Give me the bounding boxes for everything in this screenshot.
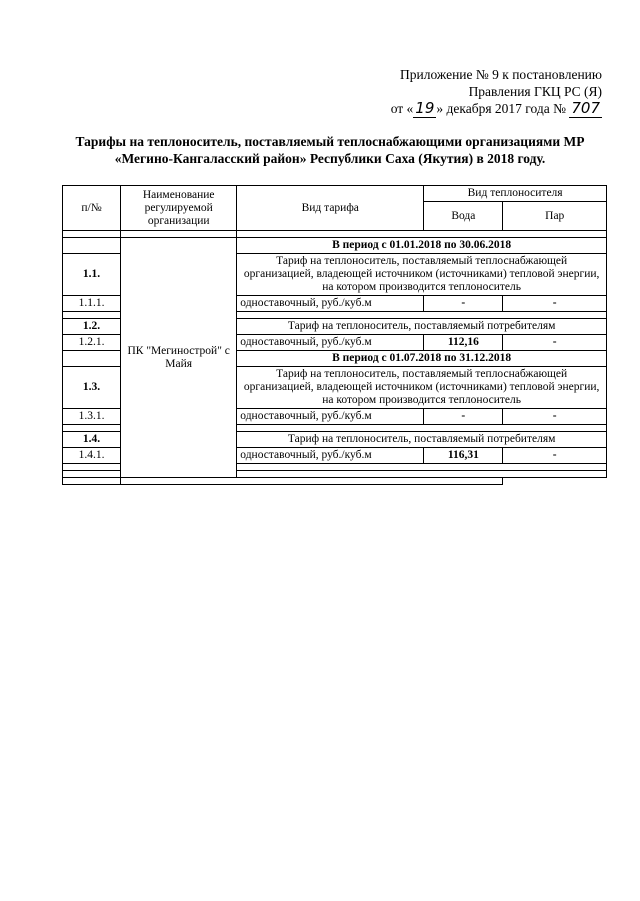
- separator-row: [63, 231, 607, 238]
- row-desc: Тариф на теплоноситель, поставляемый потребителям: [237, 319, 607, 335]
- title-line-1: Тарифы на теплоноситель, поставляемый теплоснабжающими организациями МР: [75, 134, 585, 149]
- document-title: [60, 133, 600, 167]
- title-line-2: «Мегино-Кангаласский район» Республики Саха (Якутия) в 2018 году.: [114, 151, 546, 166]
- header-org: Наименование регулируемой организации: [121, 186, 237, 231]
- period-row-1: [63, 238, 607, 254]
- appendix-header: [391, 66, 602, 118]
- row-desc: Тариф на теплоноситель, поставляемый потребителям: [237, 432, 607, 448]
- row-kind: одноставочный, руб./куб.м: [237, 335, 424, 351]
- row-water: -: [424, 296, 503, 312]
- header-steam: Пар: [503, 202, 607, 231]
- period-2-label: В период с 01.07.2018 по 31.12.2018: [237, 351, 607, 367]
- row-kind: одноставочный, руб./куб.м: [237, 448, 424, 464]
- period-1-label: В период с 01.01.2018 по 30.06.2018: [237, 238, 607, 254]
- row-steam: -: [503, 335, 607, 351]
- handwritten-number: 707: [571, 99, 600, 117]
- row-water: 116,31: [424, 448, 503, 464]
- row-num: 1.2.: [63, 319, 121, 335]
- separator-row: [63, 478, 607, 485]
- row-water: 112,16: [424, 335, 503, 351]
- row-steam: -: [503, 409, 607, 425]
- header-line-1: Приложение № 9 к постановлению: [400, 67, 602, 82]
- date-prefix: от «: [390, 101, 414, 116]
- row-desc: Тариф на теплоноситель, поставляемый теплоснабжающей организацией, владеющей источником (источниками) тепловой энергии, на котором производится теплоноситель: [237, 254, 607, 296]
- header-num: п/№: [63, 186, 121, 231]
- row-kind: одноставочный, руб./куб.м: [237, 296, 424, 312]
- row-steam: -: [503, 448, 607, 464]
- organization-cell: ПК "Мегинострой" с Майя: [121, 238, 237, 478]
- handwritten-day: 19: [415, 99, 435, 117]
- row-num: 1.2.1.: [63, 335, 121, 351]
- row-num: 1.3.: [63, 367, 121, 409]
- row-num: 1.1.1.: [63, 296, 121, 312]
- row-steam: -: [503, 296, 607, 312]
- header-water: Вода: [424, 202, 503, 231]
- date-middle: » декабря 2017 года №: [436, 101, 566, 116]
- row-num: 1.3.1.: [63, 409, 121, 425]
- row-num: 1.1.: [63, 254, 121, 296]
- row-water: -: [424, 409, 503, 425]
- row-kind: одноставочный, руб./куб.м: [237, 409, 424, 425]
- header-kind: Вид тарифа: [237, 186, 424, 231]
- row-desc: Тариф на теплоноситель, поставляемый теплоснабжающей организацией, владеющей источником (источниками) тепловой энергии, на котором производится теплоноситель: [237, 367, 607, 409]
- tariff-table: [62, 185, 607, 485]
- header-carrier: Вид теплоносителя: [424, 186, 607, 202]
- row-num: 1.4.: [63, 432, 121, 448]
- header-row-1: [63, 186, 607, 202]
- header-line-2: Правления ГКЦ РС (Я): [468, 84, 602, 99]
- header-date-line: [391, 100, 602, 118]
- row-num: 1.4.1.: [63, 448, 121, 464]
